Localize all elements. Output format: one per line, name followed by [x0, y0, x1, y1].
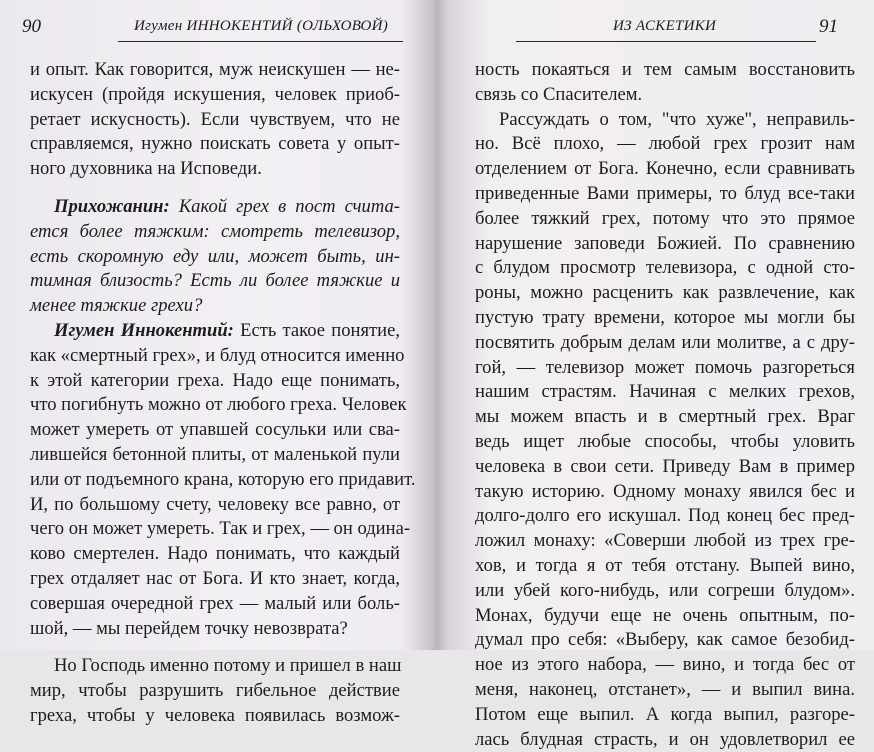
text-line: чего он может умереть. Так и грех, — он одина-: [30, 518, 411, 540]
text-line: греха, чтобы у человека появилась возмож-: [30, 704, 400, 726]
text-line: совершая очередной грех — малый или боль-: [30, 592, 400, 614]
text-line: человека в свои сети. Приведу Вам в пример: [475, 455, 855, 477]
text-line: роны, можно расценить как развлечение, как: [475, 282, 855, 304]
text-line: Но Господь именно потому и пришел в наш: [54, 655, 402, 677]
answer-first-line: [30, 319, 400, 344]
left-page-header: [22, 14, 400, 40]
text-line: Потом еще выпил. А когда выпил, разгоре-: [475, 703, 855, 725]
text-line: приведенные Вами примеры, то блуд все-таки: [475, 182, 855, 204]
question-text: есть скоромную еду или, может быть, ин-: [30, 245, 400, 267]
text-line: ложил монаху: «Соверши любой из трех гре-: [475, 530, 855, 552]
question-line: [30, 269, 400, 294]
left-page: [0, 0, 430, 726]
text-line: ного духовника на Исповеди.: [30, 158, 262, 180]
text-line: посвятить добрым делам или молитве, а с дру-: [475, 331, 855, 353]
text-line: с блудом просмотр телевизора, с одной сто-: [475, 257, 855, 279]
text-line: нарушение заповеди Божией. По сравнению: [475, 232, 855, 254]
text-line: ково смертелен. Надо понимать, что каждый: [30, 543, 400, 565]
text-line: но. Всё плохо, — любой грех грозит нам: [475, 133, 855, 155]
question-text: менее тяжкие грехи?: [30, 295, 203, 317]
text-line: меня, наконец, отстанет», — и выпил вина.: [475, 678, 855, 700]
answer-speaker: Игумен Иннокентий:: [54, 319, 234, 341]
text-line: лась блудная страсть, и он удовлетворил ее: [475, 728, 855, 750]
answer-text: Есть такое понятие,: [233, 319, 400, 341]
left-page-text: [30, 58, 416, 729]
text-line: ность покаяться и тем самым восстановить: [475, 59, 855, 80]
text-line: как «смертный грех», и блуд относится именно: [30, 344, 405, 366]
text-line: грех отдаляет нас от Бога. И кто знает, когда,: [30, 567, 400, 589]
question-speaker: Прихожанин:: [54, 195, 170, 217]
left-running-head: Игумен ИННОКЕНТИЙ (ОЛЬХОВОЙ): [134, 18, 389, 34]
text-line: и опыт. Как говорится, муж неискушен — не-: [30, 59, 400, 80]
right-page-text: [475, 58, 855, 752]
text-line: ведь ищет любые способы, чтобы уловить: [475, 430, 855, 452]
text-line: или от подъемного крана, которую его придавит.: [30, 468, 416, 490]
text-line: может умереть от упавшей сосульки или сва-: [30, 419, 400, 441]
text-line: такую историю. Одному монаху явился бес и: [475, 480, 855, 502]
text-line: нашим страстям. Начиная с мелких грехов,: [475, 381, 855, 403]
text-line: гой, — телевизор может помочь разгореться: [475, 356, 855, 378]
text-line: связь со Спасителем.: [475, 83, 643, 105]
right-header-rule: [516, 41, 816, 42]
text-line: к этой категории греха. Надо еще понимать,: [30, 369, 400, 391]
text-line: хов, и тогда я от тебя отстану. Выпей вино,: [475, 554, 855, 576]
text-line: пустую трату времени, которое мы могли бы: [475, 306, 855, 328]
left-page-number: 90: [22, 16, 41, 37]
question-text: ется более тяжким: смотреть телевизор,: [30, 220, 400, 242]
text-line: отделением от Бога. Конечно, если сравнивать: [475, 158, 855, 180]
right-running-head: ИЗ АСКЕТИКИ: [613, 18, 717, 34]
question-line: [30, 245, 400, 270]
text-line: справляемся, нужно поискать совета у опыт-: [30, 133, 400, 155]
text-line: думал про себя: «Выберу, как самое безобид-: [475, 629, 855, 651]
text-line: мир, чтобы разрушить гибельное действие: [30, 680, 400, 702]
right-page-header: [476, 14, 872, 40]
text-line: долго-долго его искушал. Под конец бес пред-: [475, 505, 855, 527]
text-line: искусен (пройдя искушения, человек приоб-: [30, 83, 400, 105]
text-line: ретает искусность). Если чувствуем, что не: [30, 108, 400, 130]
right-page: [440, 0, 874, 750]
text-line: Монах, будучи еще не очень опытным, по-: [475, 604, 855, 626]
question-text: Какой грех в пост счита-: [169, 195, 400, 217]
right-page-number: 91: [819, 16, 838, 37]
text-line: мы можем впасть и в смертный грех. Враг: [475, 406, 855, 428]
question-first-line: [30, 195, 400, 220]
question-text: тимная близость? Есть ли более тяжкие и: [30, 270, 400, 292]
text-line: ное из этого набора, — вино, и тогда бес от: [475, 654, 855, 676]
text-line: или убей кого-нибудь, или согреши блудом».: [475, 579, 855, 601]
text-line: более тяжкий грех, потому что это прямое: [475, 207, 855, 229]
text-line: что погибнуть можно от любого греха. Человек: [30, 394, 407, 416]
left-header-rule: [118, 41, 403, 42]
text-line: И, по большому счету, человеку все равно, от: [30, 493, 400, 515]
text-line: шой, — мы перейдем точку невозврата?: [30, 617, 348, 639]
text-line: Рассуждать о том, "что хуже", неправиль-: [499, 108, 855, 130]
question-line: [30, 220, 400, 245]
text-line: лившейся бетонной плиты, от маленькой пули: [30, 443, 400, 465]
question-line: [30, 294, 400, 319]
